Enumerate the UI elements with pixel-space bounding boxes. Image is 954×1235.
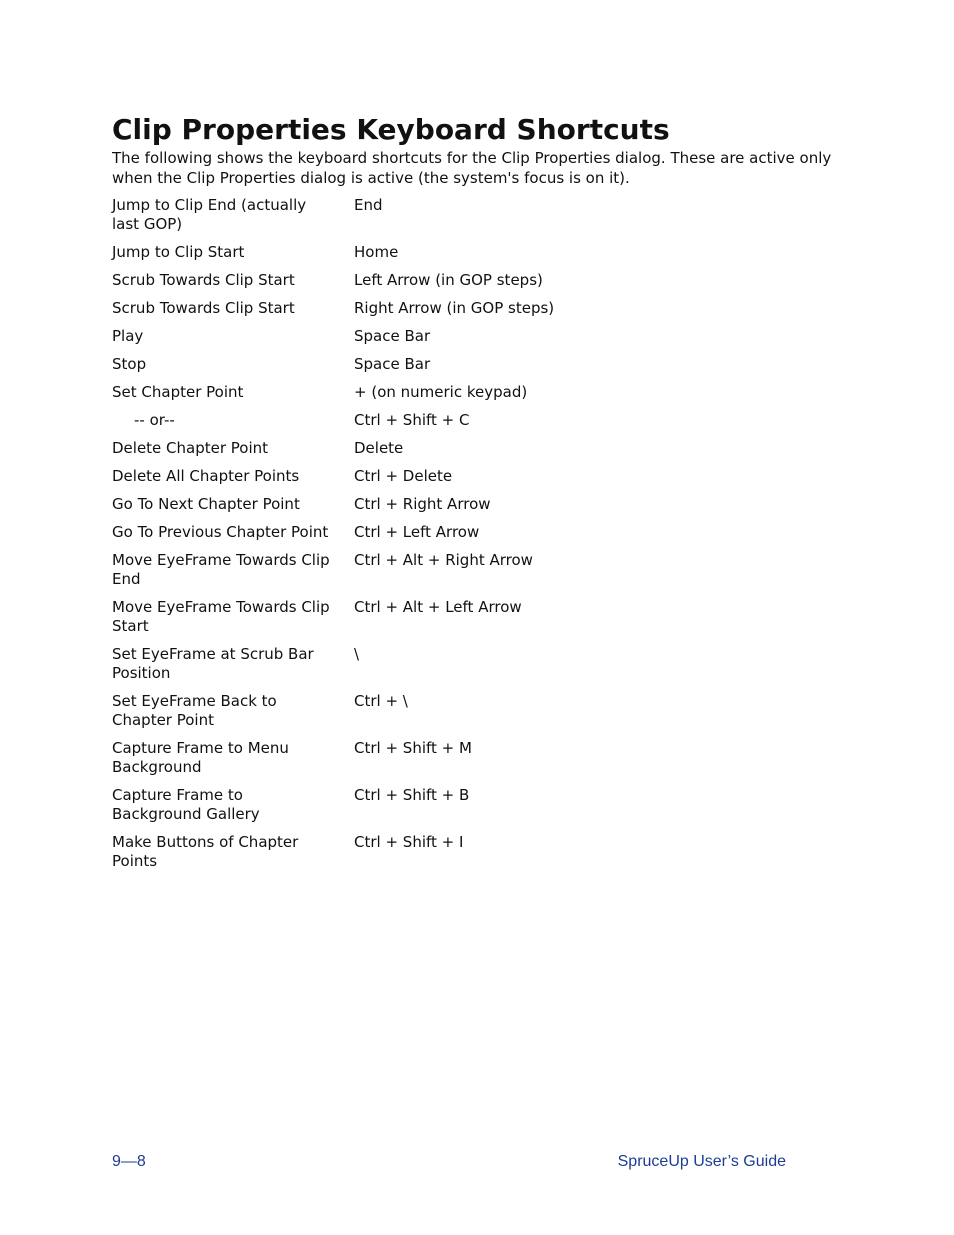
- table-row: [112, 523, 554, 551]
- keys-cell: Right Arrow (in GOP steps): [354, 299, 555, 317]
- table-row: [112, 786, 554, 833]
- page-title: Clip Properties Keyboard Shortcuts: [112, 113, 670, 146]
- action-cell: [112, 467, 354, 495]
- action-cell: [112, 551, 354, 598]
- action-label: Scrub Towards Clip Start: [112, 271, 295, 289]
- keys-cell: Left Arrow (in GOP steps): [354, 271, 543, 289]
- keys-cell: Ctrl + Shift + B: [354, 786, 470, 804]
- table-row: [112, 692, 554, 739]
- table-row: [112, 411, 554, 439]
- action-cell: [112, 833, 354, 880]
- table-row: [112, 327, 554, 355]
- keys-cell: Space Bar: [354, 327, 431, 345]
- page-number: 9—8: [112, 1153, 146, 1170]
- action-cell: [112, 692, 354, 739]
- action-label: Set EyeFrame Back to Chapter Point: [112, 692, 277, 729]
- action-label: -- or--: [134, 411, 175, 429]
- keys-cell: Ctrl + \: [354, 692, 408, 710]
- keys-cell: Ctrl + Shift + C: [354, 411, 470, 429]
- action-label: Go To Previous Chapter Point: [112, 523, 329, 541]
- action-cell: [112, 645, 354, 692]
- table-row: [112, 299, 554, 327]
- keys-cell: Ctrl + Shift + I: [354, 833, 464, 851]
- keys-cell: Ctrl + Alt + Left Arrow: [354, 598, 522, 616]
- action-cell: [112, 299, 354, 327]
- action-cell: [112, 196, 354, 243]
- action-label: Play: [112, 327, 144, 345]
- table-row: [112, 355, 554, 383]
- table-row: [112, 833, 554, 880]
- keys-cell: + (on numeric keypad): [354, 383, 528, 401]
- action-cell: [112, 327, 354, 355]
- shortcuts-table: [112, 196, 554, 880]
- keys-cell: Home: [354, 243, 399, 261]
- keys-cell: Ctrl + Alt + Right Arrow: [354, 551, 533, 569]
- keys-cell: Ctrl + Left Arrow: [354, 523, 480, 541]
- table-row: [112, 495, 554, 523]
- action-cell: [112, 439, 354, 467]
- action-label: Jump to Clip Start: [112, 243, 245, 261]
- table-row: [112, 467, 554, 495]
- action-label: Go To Next Chapter Point: [112, 495, 300, 513]
- keys-cell: Delete: [354, 439, 404, 457]
- table-row: [112, 439, 554, 467]
- action-label: Delete Chapter Point: [112, 439, 269, 457]
- action-label: Set EyeFrame at Scrub Bar Position: [112, 645, 314, 682]
- keys-cell: End: [354, 196, 383, 214]
- action-cell: [112, 739, 354, 786]
- action-label: Set Chapter Point: [112, 383, 244, 401]
- action-label: Move EyeFrame Towards Clip Start: [112, 598, 330, 635]
- action-cell: [112, 355, 354, 383]
- table-row: [112, 271, 554, 299]
- table-row: [112, 598, 554, 645]
- keys-cell: Space Bar: [354, 355, 431, 373]
- table-row: [112, 645, 554, 692]
- action-cell: [112, 383, 354, 411]
- intro-paragraph: The following shows the keyboard shortcuts for the Clip Properties dialog. These are active only when the Clip Properties dialog is active (the system's focus is on it).: [112, 149, 832, 187]
- table-row: [112, 243, 554, 271]
- action-label: Make Buttons of Chapter Points: [112, 833, 299, 870]
- table-row: [112, 383, 554, 411]
- action-label: Capture Frame to Menu Background: [112, 739, 289, 776]
- guide-title: SpruceUp User’s Guide: [617, 1153, 786, 1170]
- action-label: Jump to Clip End (actually last GOP): [112, 196, 307, 233]
- action-label: Move EyeFrame Towards Clip End: [112, 551, 330, 588]
- action-label: Stop: [112, 355, 147, 373]
- table-row: [112, 196, 554, 243]
- page-content: [112, 112, 832, 880]
- keys-cell: \: [354, 645, 360, 663]
- action-cell: [112, 523, 354, 551]
- action-cell: [112, 243, 354, 271]
- action-cell: [112, 271, 354, 299]
- keys-cell: Ctrl + Delete: [354, 467, 453, 485]
- action-cell: [112, 598, 354, 645]
- action-cell: [112, 411, 354, 439]
- keys-cell: Ctrl + Shift + M: [354, 739, 472, 757]
- action-label: Capture Frame to Background Gallery: [112, 786, 260, 823]
- keys-cell: Ctrl + Right Arrow: [354, 495, 491, 513]
- action-label: Scrub Towards Clip Start: [112, 299, 295, 317]
- action-cell: [112, 786, 354, 833]
- action-label: Delete All Chapter Points: [112, 467, 300, 485]
- table-row: [112, 551, 554, 598]
- table-row: [112, 739, 554, 786]
- action-cell: [112, 495, 354, 523]
